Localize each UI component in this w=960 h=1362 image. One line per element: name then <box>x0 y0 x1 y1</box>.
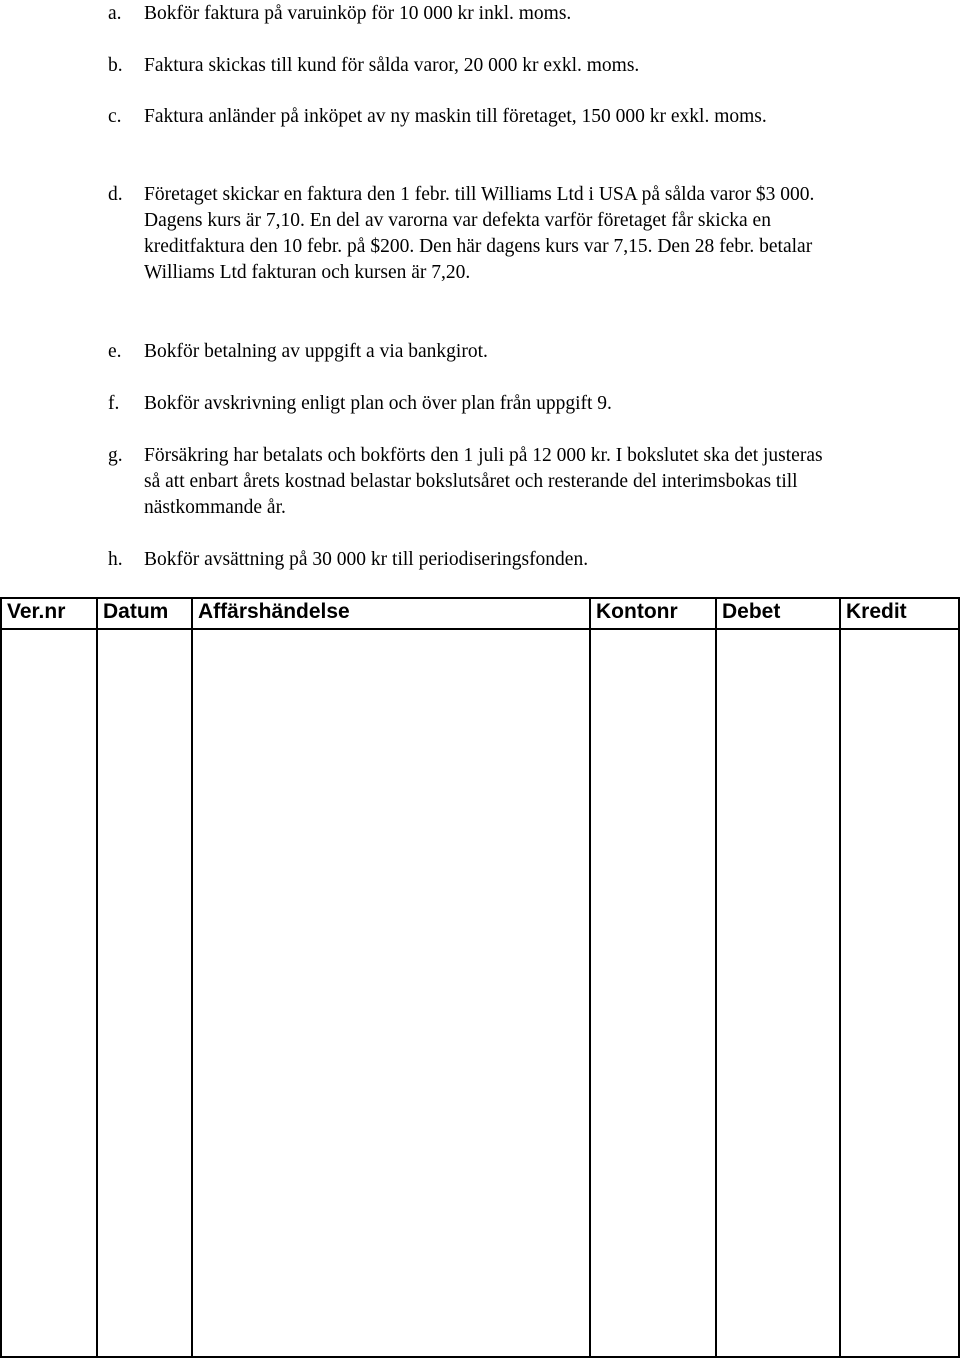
task-letter: g. <box>108 445 123 466</box>
task-letter: c. <box>108 106 122 127</box>
task-text: Faktura anländer på inköpet av ny maskin till företaget, 150 000 kr exkl. moms. <box>144 106 767 127</box>
column-header-affarshandelse: Affärshändelse <box>192 598 590 629</box>
task-letter: d. <box>108 184 123 205</box>
ver-nr-cell[interactable] <box>1 629 97 1357</box>
column-header-kredit: Kredit <box>840 598 959 629</box>
task-letter: b. <box>108 55 123 76</box>
task-letter: e. <box>108 341 122 362</box>
kontonr-cell[interactable] <box>590 629 716 1357</box>
column-header-debet: Debet <box>716 598 840 629</box>
ledger-header-row <box>1 598 959 629</box>
task-text: Bokför faktura på varuinköp för 10 000 kr inkl. moms. <box>144 3 572 24</box>
column-header-ver-nr: Ver.nr <box>1 598 97 629</box>
task-text: Försäkring har betalats och bokförts den 1 juli på 12 000 kr. I bokslutet ska det justeras så att enbart årets kostnad belastar bokslutsåret och resterande del interimsbokas till nästkommande år. <box>144 445 823 518</box>
datum-cell[interactable] <box>97 629 192 1357</box>
debet-cell[interactable] <box>716 629 840 1357</box>
column-header-kontonr: Kontonr <box>590 598 716 629</box>
task-text: Bokför betalning av uppgift a via bankgirot. <box>144 341 488 362</box>
task-text: Företaget skickar en faktura den 1 febr. till Williams Ltd i USA på sålda varor $3 000. Dagens kurs är 7,10. En del av varorna var defekta varför företaget får skicka en kreditfaktura den 10 febr. på $200. Den här dagens kurs var 7,15. Den 28 febr. betalar Williams Ltd fakturan och kursen är 7,20. <box>144 184 815 283</box>
ledger-table-container <box>0 597 960 1362</box>
ledger-table <box>0 597 960 1358</box>
affarshandelse-cell[interactable] <box>192 629 590 1357</box>
task-letter: f. <box>108 393 120 414</box>
task-letter: h. <box>108 549 123 570</box>
ledger-entry-row <box>1 629 959 1357</box>
column-header-datum: Datum <box>97 598 192 629</box>
task-letter: a. <box>108 3 122 24</box>
kredit-cell[interactable] <box>840 629 959 1357</box>
task-text: Faktura skickas till kund för sålda varor, 20 000 kr exkl. moms. <box>144 55 640 76</box>
task-text: Bokför avsättning på 30 000 kr till periodiseringsfonden. <box>144 549 589 570</box>
task-text: Bokför avskrivning enligt plan och över plan från uppgift 9. <box>144 393 612 414</box>
